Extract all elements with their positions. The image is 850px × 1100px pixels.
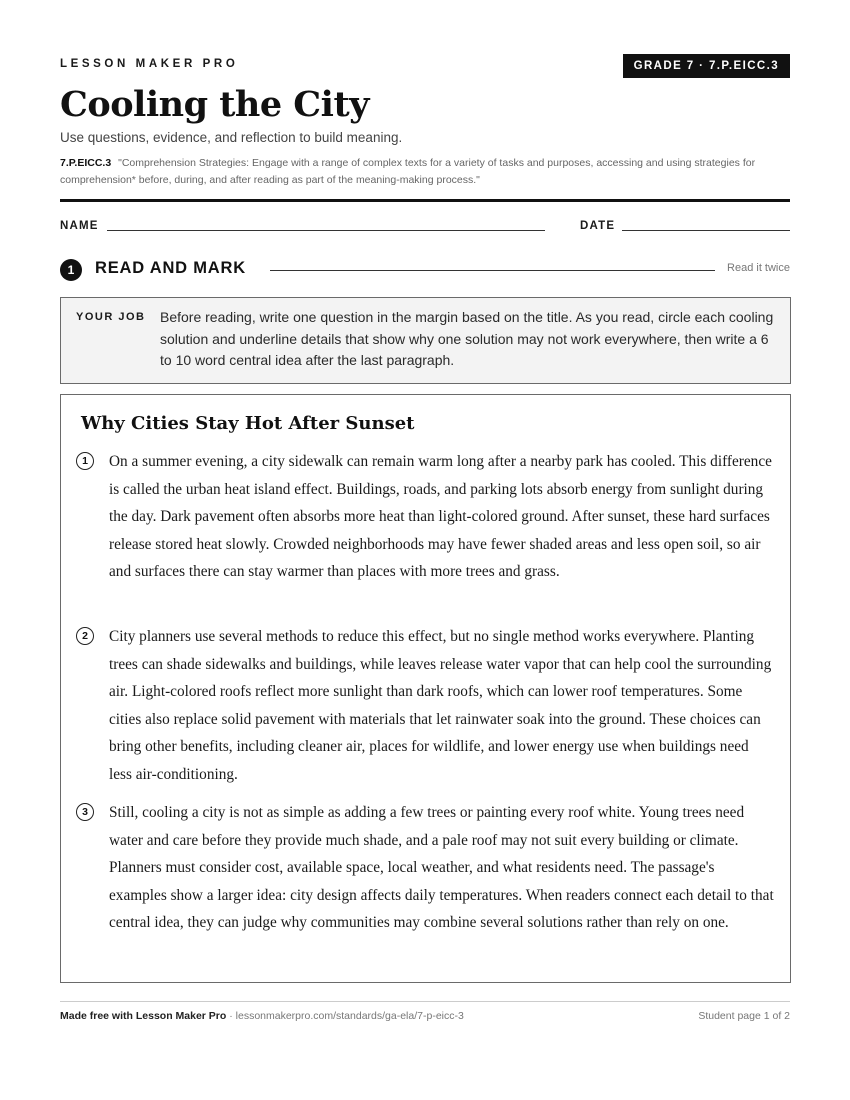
standard-text: "Comprehension Strategies: Engage with a range of complex texts for a variety of tasks and purposes, accessing and using strategies for comprehension* before, during, and after reading as part of the meaning-making process." [60,157,756,186]
paragraph-number-1: 1 [76,452,94,470]
footer-url: · lessonmakerpro.com/standards/ga-ela/7-p-eicc-3 [226,1010,464,1022]
brand-label: LESSON MAKER PRO [60,58,239,70]
job-instructions: Before reading, write one question in the margin based on the title. As you read, circle each cooling solution and underline details that show why one solution may not work everywhere, then write a 6 to 10 word central idea after the last paragraph. [160,309,774,368]
paragraph-1: On a summer evening, a city sidewalk can remain warm long after a nearby park has cooled. This difference is called the urban heat island effect. Buildings, roads, and parking lots absorb energy from sunlight during the day. Dark pavement often absorbs more heat than light-colored ground. After sunset, these hard surfaces release stored heat slowly. Crowded neighborhoods may have fewer shaded areas and less open soil, so air and surfaces there can stay warmer than places with more trees and grass. [109,453,772,581]
footer-made-with: Made free with Lesson Maker Pro [60,1010,227,1022]
date-label: DATE [580,220,616,232]
job-label: YOUR JOB [76,311,146,323]
passage-title: Why Cities Stay Hot After Sunset [81,413,415,434]
header-divider [60,199,790,202]
paragraph-number-2: 2 [76,627,94,645]
footer-page-number: Student page 1 of 2 [698,1010,790,1022]
name-field-line[interactable] [107,230,545,231]
date-field-line[interactable] [622,230,790,231]
grade-badge: GRADE 7 · 7.P.EICC.3 [623,54,790,78]
paragraph-2: City planners use several methods to reduce this effect, but no single method works everywhere. Planting trees can shade sidewalks and buildings, while leaves release water vapor that can help cool the surrounding air. Light-colored roofs reflect more sunlight than dark roofs, which can lower roof temperatures. Some cities also replace solid pavement with materials that let rainwater soak into the ground. These choices can bring other benefits, including cleaner air, places for wildlife, and lower energy use when buildings need less air-conditioning. [109,628,772,783]
standard-code: 7.P.EICC.3 [60,157,112,169]
section-number-badge: 1 [60,259,82,281]
paragraph-3: Still, cooling a city is not as simple as adding a few trees or painting every roof white. Young trees need water and care before they provide much shade, and a pale roof may not suit every building or climate. Planners must consider cost, available space, local weather, and what residents need. The passage's examples show a larger idea: city design affects daily temperatures. When readers connect each detail to that central idea, they can judge why communities may combine several solutions rather than rely on one. [109,804,774,932]
section-note: Read it twice [727,262,790,274]
section-title: READ AND MARK [95,259,246,277]
passage-box [60,394,791,983]
standard-description [60,155,790,189]
footer-divider [60,1001,790,1002]
page-subtitle: Use questions, evidence, and reflection to build meaning. [60,130,403,145]
footer-credit [60,1010,464,1022]
job-box [60,297,791,384]
paragraph-number-3: 3 [76,803,94,821]
name-label: NAME [60,220,99,232]
section-divider [270,270,715,271]
page-title: Cooling the City [60,84,369,125]
